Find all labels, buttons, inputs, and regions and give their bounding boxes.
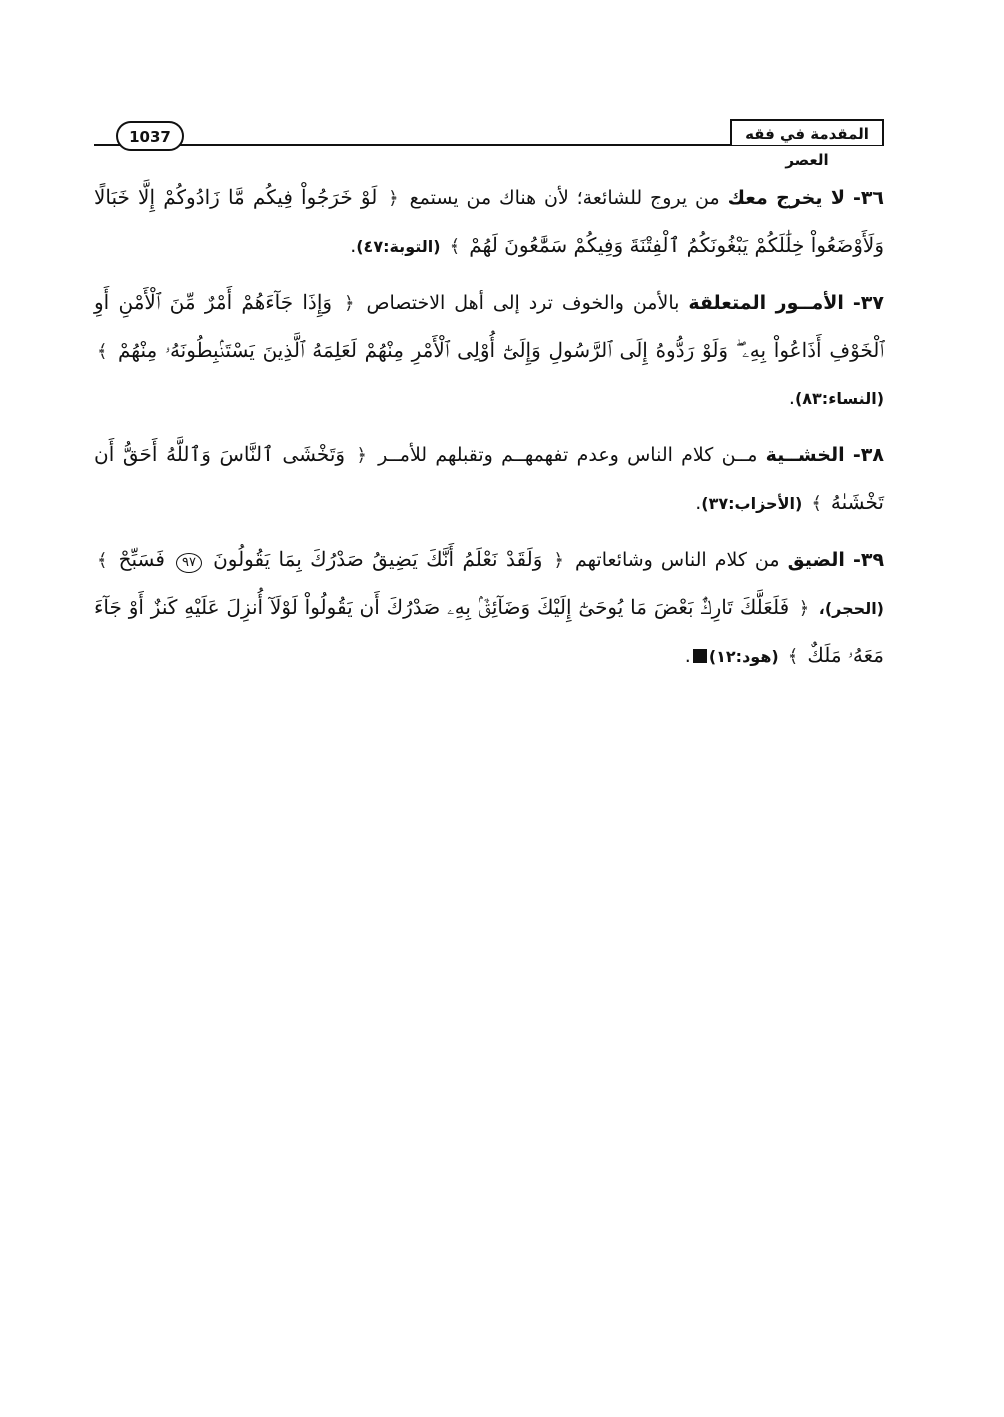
list-item-38 [94, 431, 884, 527]
quran-close-bracket: ﴾ [97, 550, 108, 571]
item-keyword: الأمــور المتعلقة [688, 292, 844, 314]
item-end-punctuation: . [350, 235, 357, 257]
item-end-punctuation: . [788, 387, 795, 409]
item-keyword: الخشــية [765, 444, 845, 466]
quran-verse: لَوْ خَرَجُواْ فِيكُم مَّا زَادُوكُمْ إِلَّا خَبَالًا وَلَأَوْضَعُواْ خِلَٰلَكُمْ يَبْغُونَكُمُ ٱلْفِتْنَةَ وَفِيكُمْ سَمَّٰعُونَ لَهُمْ [94, 185, 884, 257]
verse-reference: (النساء:٨٣) [794, 389, 884, 408]
item-number: ٣٧- [852, 292, 884, 314]
quran-verse-continuation: فَسَبِّحْ [118, 547, 165, 571]
item-text: بالأمن والخوف ترد إلى أهل الاختصاص [366, 292, 680, 314]
list-item-39 [94, 536, 884, 680]
item-keyword: الضيق [787, 549, 845, 571]
item-text: من يروج للشائعة؛ لأن هناك من يستمع [409, 187, 720, 209]
item-keyword: لا يخرج معك [727, 187, 846, 209]
verse-reference: (التوبة:٤٧) [356, 237, 441, 256]
quran-verse: وَلَقَدْ نَعْلَمُ أَنَّكَ يَضِيقُ صَدْرُكَ بِمَا يَقُولُونَ [213, 547, 543, 571]
quran-open-bracket: ﴿ [356, 445, 367, 466]
item-text: من كلام الناس وشائعاتهم [575, 549, 780, 571]
quran-open-bracket: ﴿ [388, 188, 399, 209]
quran-close-bracket-2: ﴾ [787, 646, 799, 667]
item-number: ٣٦- [852, 187, 885, 209]
quran-verse-2: فَلَعَلَّكَ تَارِكٌۢ بَعْضَ مَا يُوحَىٰٓ إِلَيْكَ وَضَآئِقٌۢ بِهِۦ صَدْرُكَ أَن يَقُولُواْ لَوْلَآ أُنزِلَ عَلَيْهِ كَنزٌ أَوْ جَآءَ مَعَهُۥ مَلَكٌ [94, 595, 884, 667]
ayah-number-marker: ٩٧ [176, 553, 202, 573]
quran-verse: وَإِذَا جَآءَهُمْ أَمْرٌ مِّنَ ٱلْأَمْنِ أَوِ ٱلْخَوْفِ أَذَاعُواْ بِهِۦ ۖ وَلَوْ رَدُّوهُ إِلَى ٱلرَّسُولِ وَإِلَىٰٓ أُوْلِى ٱلْأَمْرِ مِنْهُمْ لَعَلِمَهُ ٱلَّذِينَ يَسْتَنۢبِطُونَهُۥ مِنْهُمْ [94, 290, 884, 362]
quran-open-bracket-2: ﴿ [798, 598, 810, 619]
quran-verse: وَتَخْشَى ٱلنَّاسَ وَٱللَّهُ أَحَقُّ أَن تَخْشَىٰهُ [94, 442, 884, 514]
running-header-title: المقدمة في فقه العصر [730, 119, 884, 145]
page-number-badge: 1037 [116, 121, 184, 151]
list-item-37 [94, 279, 884, 422]
quran-close-bracket: ﴾ [97, 341, 108, 362]
item-end-punctuation: . [695, 492, 702, 514]
quran-open-bracket: ﴿ [553, 550, 564, 571]
list-item-36 [94, 174, 884, 270]
item-end-punctuation: . [684, 645, 691, 667]
verse-reference: (الأحزاب:٣٧) [701, 494, 803, 513]
page-body [94, 174, 884, 689]
verse-reference: (الحجر)، [818, 599, 884, 618]
quran-open-bracket: ﴿ [344, 293, 355, 314]
verse-reference-2: (هود:١٢) [708, 647, 779, 666]
end-of-section-square-icon [693, 649, 707, 663]
item-number: ٣٩- [852, 549, 885, 571]
quran-close-bracket: ﴾ [449, 236, 461, 257]
quran-close-bracket: ﴾ [811, 493, 822, 514]
item-text: مــن كلام الناس وعدم تفهمهــم وتقبلهم للأمــر [378, 444, 758, 466]
item-number: ٣٨- [852, 444, 884, 466]
